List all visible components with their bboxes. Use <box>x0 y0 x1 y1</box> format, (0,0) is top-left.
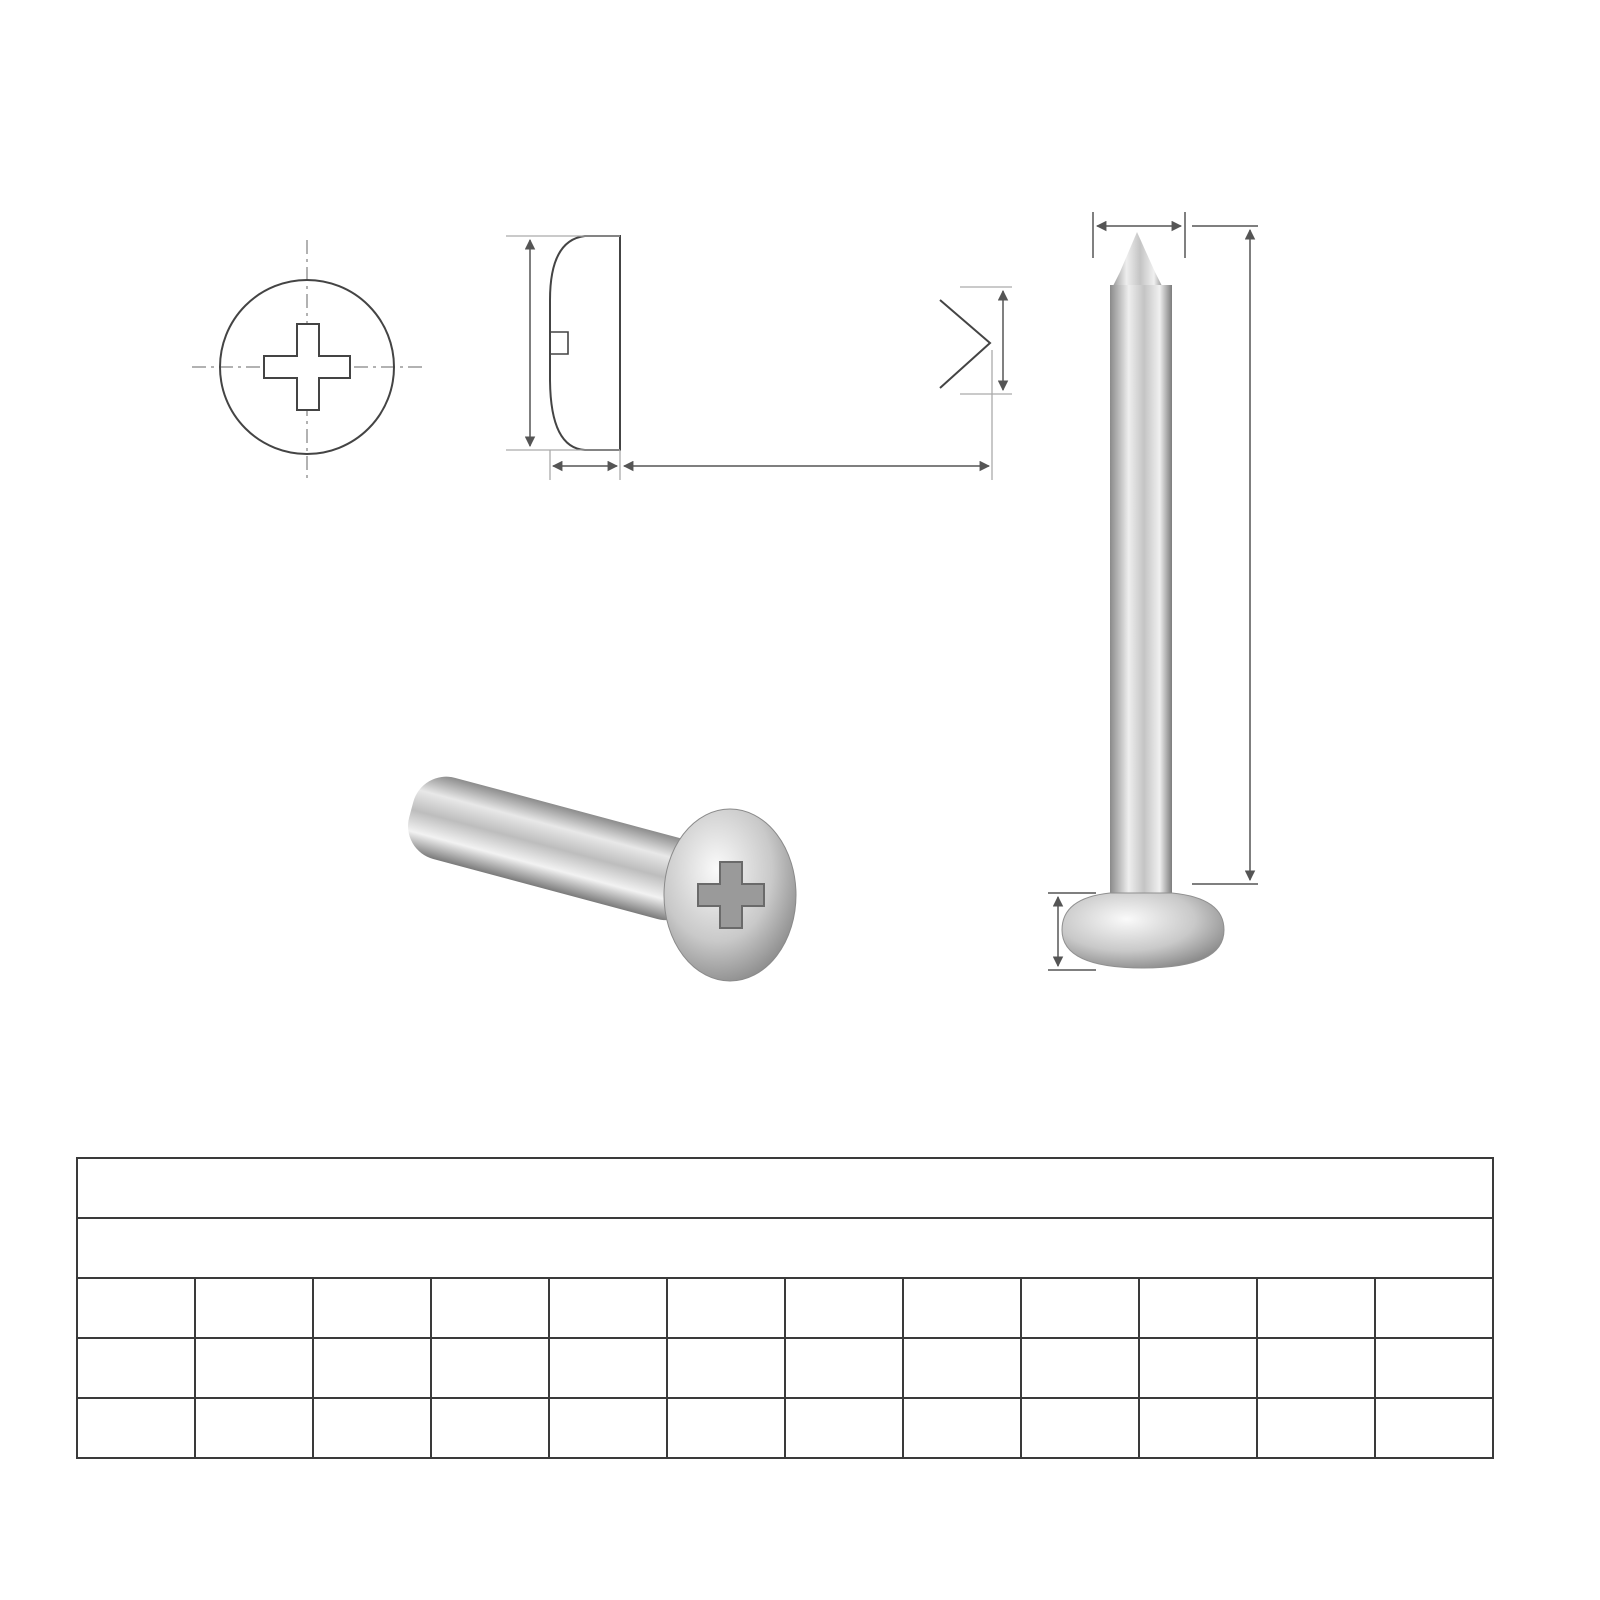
table-cell <box>195 1338 313 1398</box>
row-label <box>77 1278 195 1338</box>
table-cell <box>903 1338 1021 1398</box>
table-cell <box>1139 1278 1257 1338</box>
table-cell <box>667 1278 785 1338</box>
table-cell <box>785 1278 903 1338</box>
head-top-view <box>192 240 422 482</box>
table-cell <box>1139 1338 1257 1398</box>
table-cell <box>1021 1278 1139 1338</box>
table-row-dk <box>77 1338 1493 1398</box>
table-cell <box>1021 1398 1139 1458</box>
row-label <box>77 1338 195 1398</box>
table-row-d <box>77 1278 1493 1338</box>
table-cell <box>195 1398 313 1458</box>
table-cell <box>903 1278 1021 1338</box>
table-cell <box>549 1278 667 1338</box>
table-cell <box>667 1398 785 1458</box>
table-cell <box>313 1338 431 1398</box>
table-cell <box>1257 1278 1375 1338</box>
table-cell <box>431 1338 549 1398</box>
table-unit-row <box>77 1218 1493 1278</box>
table-cell <box>549 1398 667 1458</box>
table-cell <box>1375 1338 1493 1398</box>
table-cell <box>313 1278 431 1338</box>
table-cell <box>195 1278 313 1338</box>
table-cell <box>1021 1338 1139 1398</box>
table-cell <box>431 1278 549 1338</box>
table-cell <box>667 1338 785 1398</box>
table-cell <box>313 1398 431 1458</box>
table-cell <box>1375 1278 1493 1338</box>
screw-photo-vertical <box>1048 212 1258 970</box>
table-title <box>77 1158 1493 1218</box>
table-cell <box>431 1398 549 1458</box>
table-row-k <box>77 1398 1493 1458</box>
table-cell <box>903 1398 1021 1458</box>
table-cell <box>1257 1338 1375 1398</box>
table-cell <box>1139 1398 1257 1458</box>
screw-size-table <box>76 1157 1494 1459</box>
row-label <box>77 1398 195 1458</box>
screw-side-drawing <box>506 236 1012 480</box>
phillips-cross-icon <box>264 324 350 410</box>
table-cell <box>785 1398 903 1458</box>
table-cell <box>549 1338 667 1398</box>
screw-photo-angled <box>400 769 796 981</box>
table-cell <box>1375 1398 1493 1458</box>
table-cell <box>785 1338 903 1398</box>
table-unit <box>77 1218 1493 1278</box>
table-title-row <box>77 1158 1493 1218</box>
table-cell <box>1257 1398 1375 1458</box>
